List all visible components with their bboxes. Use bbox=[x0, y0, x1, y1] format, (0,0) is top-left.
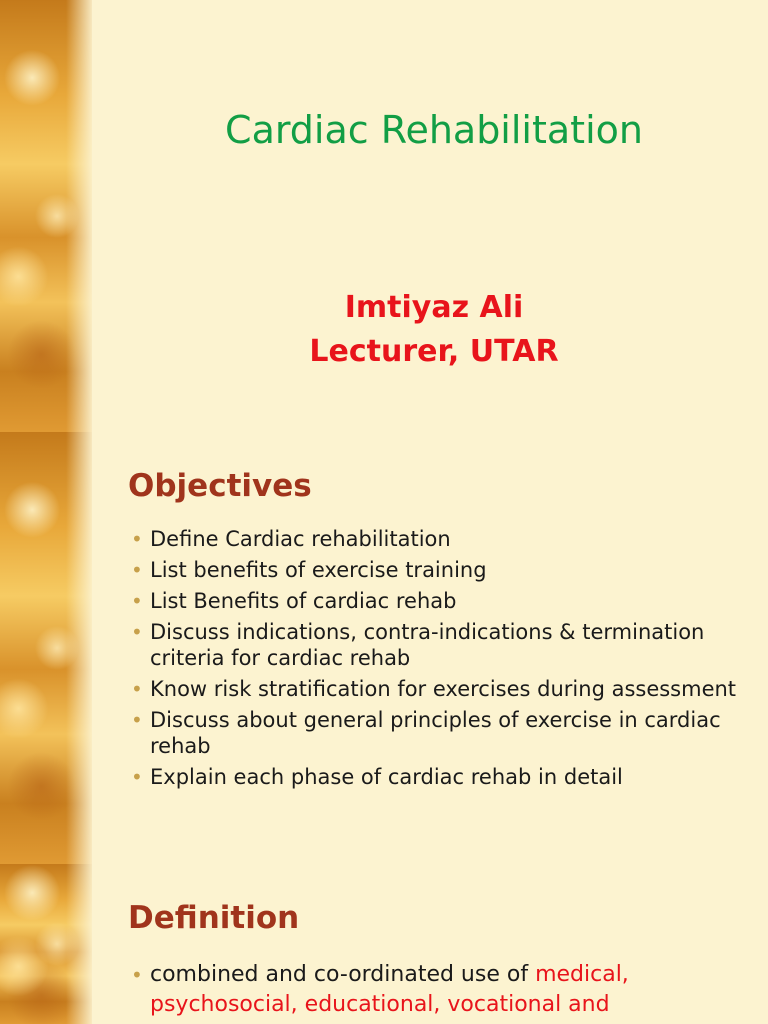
definition-highlight: medical, bbox=[535, 962, 629, 987]
decorative-sidebar-image bbox=[0, 864, 92, 1024]
list-item: • List benefits of exercise training bbox=[128, 557, 748, 583]
list-item: • Define Cardiac rehabilitation bbox=[128, 526, 748, 552]
objectives-heading: Objectives bbox=[128, 468, 312, 504]
author-role: Lecturer, UTAR bbox=[309, 334, 559, 369]
decorative-sidebar-image bbox=[0, 0, 92, 432]
definition-text: combined and co-ordinated use of bbox=[150, 962, 536, 987]
list-item: • Discuss indications, contra-indications & termination criteria for cardiac rehab bbox=[128, 619, 748, 671]
definition-slide bbox=[0, 864, 768, 1024]
objectives-slide bbox=[0, 432, 768, 864]
definition-list bbox=[128, 960, 748, 1024]
objectives-list bbox=[128, 526, 748, 795]
slide-title: Cardiac Rehabilitation bbox=[225, 108, 643, 152]
author-name: Imtiyaz Ali bbox=[344, 290, 524, 325]
definition-heading: Definition bbox=[128, 900, 300, 936]
definition-highlight: psychosocial, educational, vocational and bbox=[150, 992, 610, 1017]
decorative-sidebar-image bbox=[0, 432, 92, 864]
list-item: • Explain each phase of cardiac rehab in detail bbox=[128, 764, 748, 790]
list-item: • List Benefits of cardiac rehab bbox=[128, 588, 748, 614]
title-slide bbox=[0, 0, 768, 432]
list-item: • Discuss about general principles of exercise in cardiac rehab bbox=[128, 707, 748, 759]
list-item bbox=[128, 960, 748, 1020]
list-item: • Know risk stratification for exercises during assessment bbox=[128, 676, 748, 702]
